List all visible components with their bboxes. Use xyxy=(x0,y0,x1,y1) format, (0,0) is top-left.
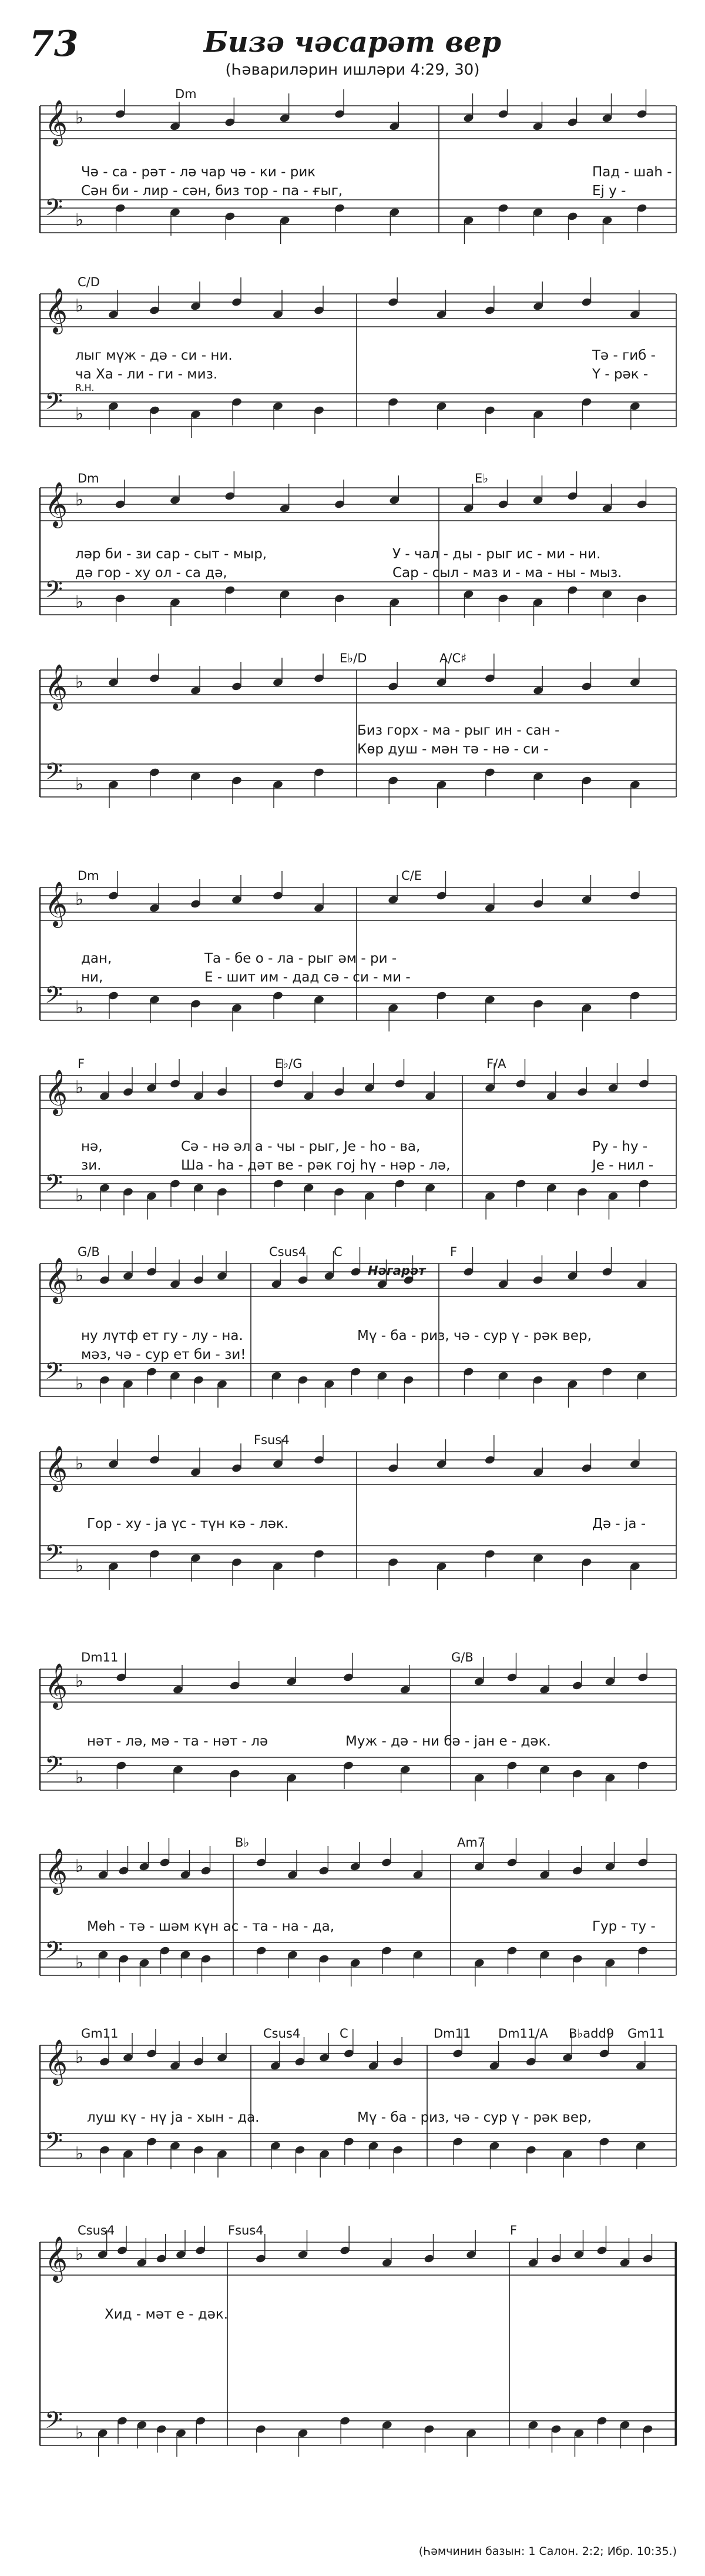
chord-symbol: Dm xyxy=(175,87,197,101)
lyric-line: Чә - са - рәт - лә чар чә - ки - рик xyxy=(81,165,316,180)
lyric-line: Пад - шаһ - xyxy=(592,165,672,180)
bass-clef-icon: 𝄢 xyxy=(45,388,63,421)
lyric-line: Хид - мәт е - дәк. xyxy=(105,2307,229,2322)
flat-icon: ♭ xyxy=(75,210,84,230)
flat-icon: ♭ xyxy=(75,1453,84,1474)
lyric-line: Ү - рәк - xyxy=(592,367,649,382)
lyric-line: Еј у - xyxy=(592,183,626,199)
chord-symbol: G/B xyxy=(78,1245,100,1259)
bass-clef-icon: 𝄢 xyxy=(45,1751,63,1784)
lyric-line: ни, xyxy=(81,970,103,985)
staff-graphics xyxy=(28,646,677,817)
treble-clef-icon: 𝄞 xyxy=(45,1848,68,1893)
bass-clef-icon: 𝄢 xyxy=(45,2128,63,2160)
chord-symbol: C/D xyxy=(78,275,100,289)
lyric-line: луш кү - нү ја - хын - да. xyxy=(87,2110,260,2125)
flat-icon: ♭ xyxy=(75,774,84,795)
chord-symbol: C xyxy=(340,2026,348,2041)
flat-icon: ♭ xyxy=(75,404,84,424)
hymn-title: Бизә чәсарәт вер xyxy=(203,26,502,59)
treble-clef-icon: 𝄞 xyxy=(45,2236,68,2281)
chord-symbol: B♭add9 xyxy=(569,2026,615,2041)
chord-symbol: Dm xyxy=(78,471,99,485)
score-system-8 xyxy=(28,1428,677,1599)
treble-clef-icon: 𝄞 xyxy=(45,1257,68,1302)
bass-clef-icon: 𝄢 xyxy=(45,982,63,1014)
flat-icon: ♭ xyxy=(75,2047,84,2068)
chord-symbol: E♭/D xyxy=(340,651,367,665)
bass-clef-icon: 𝄢 xyxy=(45,576,63,609)
lyric-line: Је - нил - xyxy=(592,1158,654,1173)
bass-clef-icon: 𝄢 xyxy=(45,194,63,227)
score-system-4 xyxy=(28,646,677,817)
lyric-line: ну лүтф ет гу - лу - на. xyxy=(81,1328,243,1344)
lyric-line: зи. xyxy=(81,1158,102,1173)
treble-clef-icon: 𝄞 xyxy=(45,99,68,145)
treble-clef-icon: 𝄞 xyxy=(45,2039,68,2084)
staff-graphics xyxy=(28,1646,677,1804)
lyric-line: нәт - лә, мә - та - нәт - лә xyxy=(87,1734,268,1749)
lyric-line: Көр душ - мән тә - нә - си - xyxy=(357,742,549,757)
bass-clef-icon: 𝄢 xyxy=(45,1170,63,1202)
flat-icon: ♭ xyxy=(75,296,84,316)
bass-clef-icon: 𝄢 xyxy=(45,1540,63,1573)
lyric-line: Тә - гиб - xyxy=(592,348,656,363)
flat-icon: ♭ xyxy=(75,1077,84,1098)
chord-symbol: E♭/G xyxy=(275,1057,303,1071)
score-system-5 xyxy=(28,864,677,1040)
lyric-line: ләр би - зи сар - сыт - мыр, xyxy=(75,547,267,562)
chord-symbol: Csus4 xyxy=(269,1245,307,1259)
lyric-line: Та - бе о - ла - рыг әм - ри - xyxy=(204,951,397,966)
lyric-line: Е - шит им - дад сә - си - ми - xyxy=(204,970,411,985)
chord-symbol: C xyxy=(334,1245,343,1259)
score-system-3 xyxy=(28,464,677,635)
lyric-line: Сар - сыл - маз и - ма - ны - мыз. xyxy=(392,565,622,581)
lyric-line: Сә - нә әл а - чы - рыг, Је - һо - ва, xyxy=(181,1139,421,1154)
chord-symbol: A/C♯ xyxy=(439,651,467,665)
chord-symbol: E♭ xyxy=(475,471,489,485)
score-system-2 xyxy=(28,270,677,458)
score-system-10 xyxy=(28,1831,677,1989)
treble-clef-icon: 𝄞 xyxy=(45,287,68,333)
score-system-12 xyxy=(28,2219,677,2530)
refrain-label: Нәгарәт xyxy=(368,1264,426,1278)
chord-symbol: C/E xyxy=(401,869,422,883)
chord-symbol: Gm11 xyxy=(81,2026,119,2041)
treble-clef-icon: 𝄞 xyxy=(45,881,68,926)
flat-icon: ♭ xyxy=(75,2143,84,2164)
hymn-number: 73 xyxy=(29,24,79,65)
chord-symbol: F/A xyxy=(486,1057,506,1071)
lyric-line: ча Ха - ли - ги - миз. xyxy=(75,367,218,382)
lyric-line: Мү - ба - риз, чә - сур ү - рәк вер, xyxy=(357,2110,592,2125)
chord-symbol: Fsus4 xyxy=(254,1433,290,1447)
chord-symbol: R.H. xyxy=(75,382,95,393)
flat-icon: ♭ xyxy=(75,1671,84,1691)
chord-symbol: F xyxy=(450,1245,458,1259)
chord-symbol: Am7 xyxy=(457,1835,486,1850)
chord-symbol: F xyxy=(78,1057,85,1071)
score-system-11 xyxy=(28,2022,677,2180)
chord-symbol: G/B xyxy=(451,1650,474,1664)
footnote: (Һәмчинин базын: 1 Салон. 2:2; Ибр. 10:35.) xyxy=(418,2545,677,2558)
flat-icon: ♭ xyxy=(75,1374,84,1394)
chord-symbol: F xyxy=(510,2223,518,2237)
treble-clef-icon: 𝄞 xyxy=(45,1445,68,1490)
staff-graphics xyxy=(28,1428,677,1599)
flat-icon: ♭ xyxy=(75,1952,84,1973)
flat-icon: ♭ xyxy=(75,889,84,910)
lyric-line: Ша - һа - дәт ве - рәк гој һү - нәр - лә, xyxy=(181,1158,451,1173)
lyric-line: мәз, чә - сур ет би - зи! xyxy=(81,1347,246,1362)
hymn-subtitle: (Һәвариләрин ишләри 4:29, 30) xyxy=(225,61,480,79)
flat-icon: ♭ xyxy=(75,1856,84,1877)
flat-icon: ♭ xyxy=(75,1185,84,1206)
flat-icon: ♭ xyxy=(75,1767,84,1788)
lyric-line: У - чал - ды - рыг ис - ми - ни. xyxy=(392,547,601,562)
lyric-line: Дә - ја - xyxy=(592,1516,646,1532)
lyric-line: Ру - һу - xyxy=(592,1139,648,1154)
staff-graphics xyxy=(28,2022,677,2180)
chord-symbol: B♭ xyxy=(235,1835,250,1850)
lyric-line: Мү - ба - риз, чә - сур ү - рәк вер, xyxy=(357,1328,592,1344)
lyric-line: Муж - дә - ни бә - јан е - дәк. xyxy=(345,1734,551,1749)
score-system-1 xyxy=(28,82,677,253)
chord-symbol: Dm11 xyxy=(434,2026,471,2041)
lyric-line: Биз горх - ма - рыг ин - сан - xyxy=(357,723,560,738)
treble-clef-icon: 𝄞 xyxy=(45,664,68,709)
lyric-line: Сән би - лир - сән, биз тор - па - ғыг, xyxy=(81,183,343,199)
flat-icon: ♭ xyxy=(75,592,84,612)
flat-icon: ♭ xyxy=(75,2244,84,2265)
bass-clef-icon: 𝄢 xyxy=(45,1358,63,1391)
flat-icon: ♭ xyxy=(75,490,84,510)
flat-icon: ♭ xyxy=(75,108,84,128)
chord-symbol: Csus4 xyxy=(78,2223,115,2237)
chord-symbol: Fsus4 xyxy=(228,2223,264,2237)
staff-graphics xyxy=(28,1831,677,1989)
bass-clef-icon: 𝄢 xyxy=(45,1937,63,1969)
treble-clef-icon: 𝄞 xyxy=(45,481,68,527)
chord-symbol: Dm11 xyxy=(81,1650,119,1664)
chord-symbol: Dm11/A xyxy=(498,2026,548,2041)
flat-icon: ♭ xyxy=(75,672,84,692)
score-system-9 xyxy=(28,1646,677,1804)
bass-clef-icon: 𝄢 xyxy=(45,758,63,791)
staff-graphics xyxy=(28,2219,677,2530)
score-system-7 xyxy=(28,1240,677,1416)
flat-icon: ♭ xyxy=(75,1265,84,1286)
lyric-line: Гор - ху - ја үс - түн кә - ләк. xyxy=(87,1516,289,1532)
lyric-line: дан, xyxy=(81,951,112,966)
chord-symbol: Csus4 xyxy=(263,2026,301,2041)
lyric-line: нә, xyxy=(81,1139,103,1154)
staff-graphics xyxy=(28,270,677,458)
chord-symbol: Gm11 xyxy=(627,2026,665,2041)
lyric-line: Мөһ - тә - шәм күн ас - та - на - да, xyxy=(87,1919,335,1934)
score-system-6 xyxy=(28,1052,677,1228)
flat-icon: ♭ xyxy=(75,2423,84,2443)
flat-icon: ♭ xyxy=(75,1556,84,1576)
treble-clef-icon: 𝄞 xyxy=(45,1069,68,1114)
bass-clef-icon: 𝄢 xyxy=(45,2407,63,2440)
flat-icon: ♭ xyxy=(75,997,84,1018)
lyric-line: лыг мүж - дә - си - ни. xyxy=(75,348,233,363)
lyric-line: Гур - ту - xyxy=(592,1919,656,1934)
chord-symbol: Dm xyxy=(78,869,99,883)
treble-clef-icon: 𝄞 xyxy=(45,1663,68,1708)
lyric-line: дә гор - ху ол - са дә, xyxy=(75,565,227,581)
